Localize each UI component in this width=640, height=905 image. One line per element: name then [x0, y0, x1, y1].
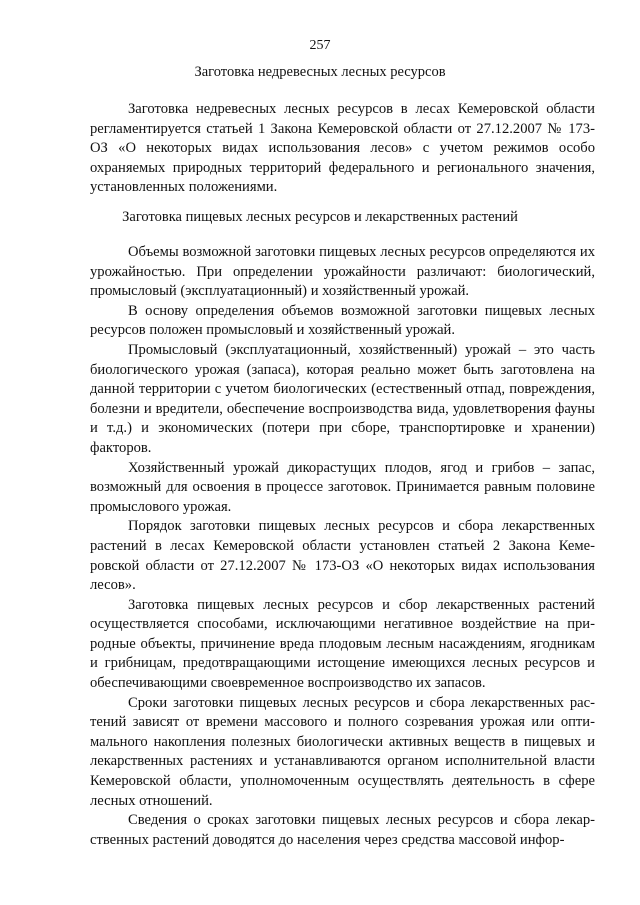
paragraph: В основу определения объемов возможной заготовки пищевых лесных ресурсов положен промысловый и хозяйственный урожай.: [90, 302, 595, 339]
section-body-food-and-medicinal: [90, 243, 595, 850]
paragraph: Заготовка пищевых лесных ресурсов и сбор лекарственных растений осуществляется способами, исключающими негативное воздействие на природные объекты, причинение вреда плодовым лесным насаждениям, ягодникам и грибницам, предотвращающими истощение имеющихся лесных ресурсов и обеспечивающими своевременное воспроизводство их запасов.: [90, 596, 595, 692]
paragraph: Сведения о сроках заготовки пищевых лесных ресурсов и сбора лекарственных растений доводятся до населения через средства массовой инфор-: [90, 812, 595, 848]
paragraph: Промысловый (эксплуатационный, хозяйственный) урожай – это часть биологического урожая (запаса), которая реально может быть заготовлена на данной территории с учетом биологических (естественный отпад, повреждения, болезни и вредители, обеспечение воспроизводства вида, удовлетворения фауны и т.д.) и экономических (потери при сборе, транспортировке и хранении) факторов.: [90, 341, 595, 456]
paragraph: Заготовка недревесных лесных ресурсов в лесах Кемеровской области регламентируется статьей 1 Закона Кемеровской области от 27.12.2007 № 173-ОЗ «О некоторых видах использования лесов» с учетом режимов особо охраняемых природных территорий федерального и регионального значения, установленных положениями.: [90, 101, 595, 196]
section-body-non-timber-resources: [90, 100, 595, 198]
paragraph: Объемы возможной заготовки пищевых лесных ресурсов определяются их урожайностью. При определении урожайности различают: биологический, промысловый (эксплуатационный) и хозяйственный урожай.: [90, 244, 595, 300]
page-number: 257: [309, 38, 331, 53]
section-title-food-and-medicinal: Заготовка пищевых лесных ресурсов и лекарственных растений: [122, 209, 518, 225]
paragraph: Сроки заготовки пищевых лесных ресурсов и сбора лекарственных растений зависят от времени массового и полного созревания урожая или оптимального накопления полезных биологически активных веществ в пищевых и лекарственных растениях и устанавливаются органом исполнительной власти Кемеровской области, уполномоченным осуществлять деятельность в сфере лесных отношений.: [90, 694, 595, 809]
paragraph: Порядок заготовки пищевых лесных ресурсов и сбора лекарственных растений в лесах Кемеровской области установлен статьей 2 Закона Кемеровской области от 27.12.2007 № 173-ОЗ «О некоторых видах использования лесов».: [90, 518, 595, 594]
section-title-non-timber-resources: Заготовка недревесных лесных ресурсов: [194, 64, 446, 80]
paragraph: Хозяйственный урожай дикорастущих плодов, ягод и грибов – запас, возможный для освоения в процессе заготовок. Принимается равным половине промыслового урожая.: [90, 459, 595, 515]
